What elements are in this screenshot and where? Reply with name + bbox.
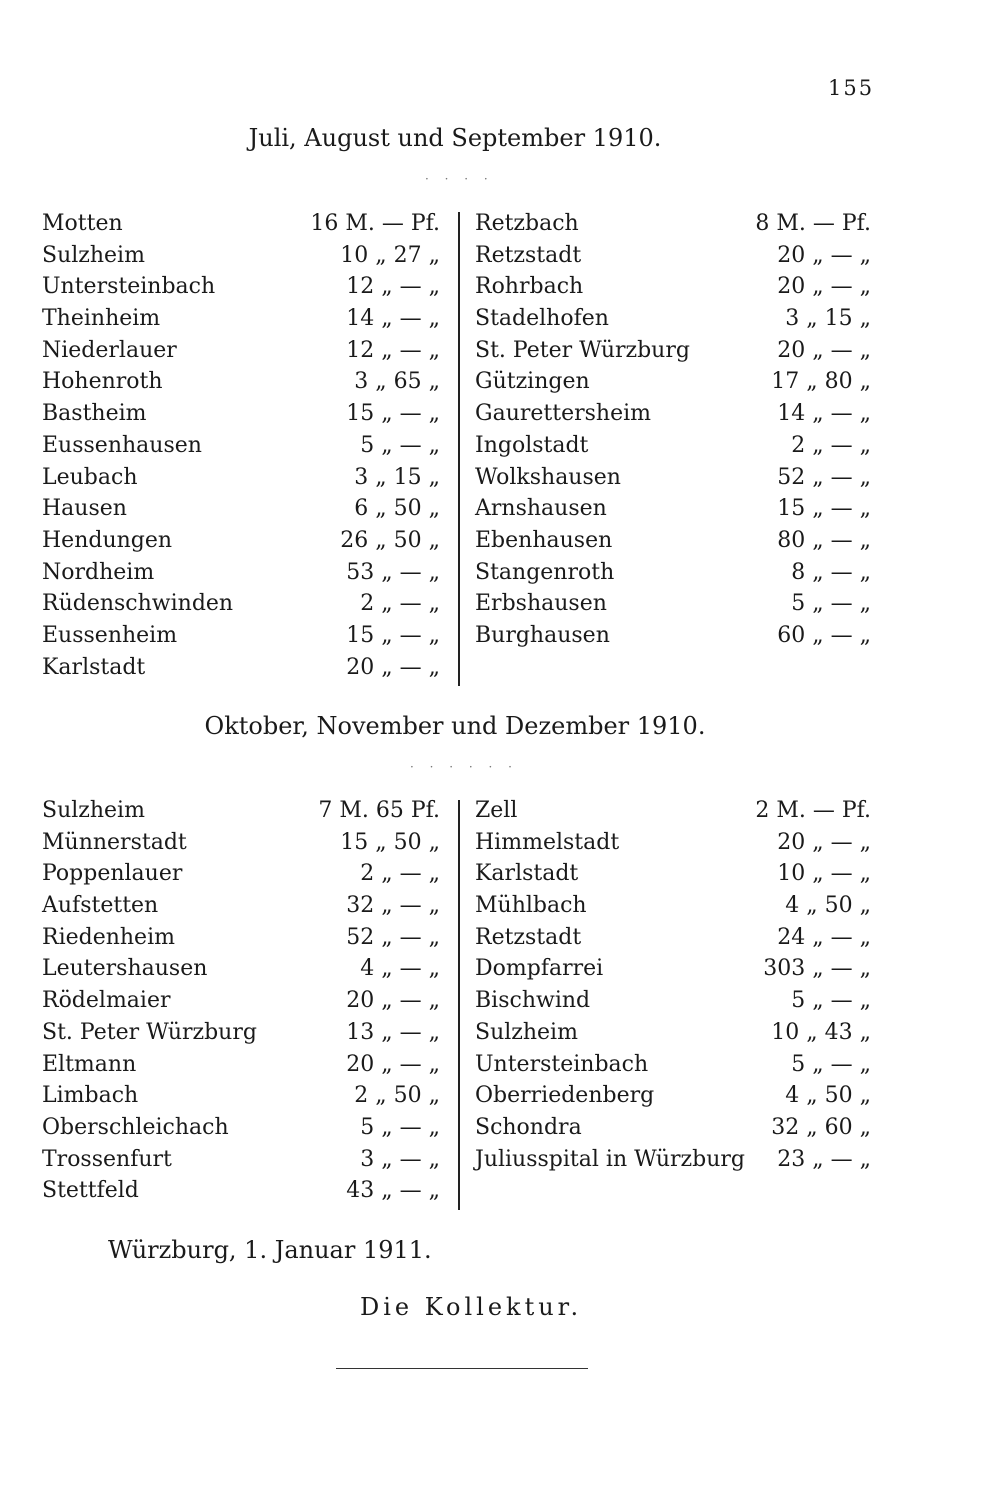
amount: 16 M. — Pf.: [310, 211, 440, 236]
list-item: [42, 208, 440, 240]
place-name: Limbach: [42, 1083, 139, 1109]
place-name: Niederlauer: [42, 337, 177, 363]
list-item: [475, 240, 871, 272]
place-name: Ebenhausen: [475, 527, 613, 553]
place-name: Theinheim: [42, 306, 161, 332]
amount: 80 „ — „: [777, 527, 871, 553]
amount: 24 „ — „: [777, 924, 871, 950]
amount: 52 „ — „: [777, 464, 871, 490]
place-name: Münnerstadt: [42, 829, 187, 855]
place-name: Arnshausen: [475, 496, 607, 522]
list-item: [42, 827, 440, 859]
place-name: Erbshausen: [475, 591, 607, 617]
place-name: Eussenheim: [42, 622, 178, 648]
amount: 2 M. — Pf.: [755, 798, 871, 823]
place-name: Oberschleichach: [42, 1114, 229, 1140]
amount: 10 „ 27 „: [340, 242, 440, 268]
amount: 7 M. 65 Pf.: [318, 798, 440, 823]
place-name: St. Peter Würzburg: [475, 337, 690, 363]
list-item: [42, 557, 440, 589]
list-item: [42, 1112, 440, 1144]
place-name: Mühlbach: [475, 893, 587, 919]
list-item: [42, 240, 440, 272]
section-title-q3: Juli, August und September 1910.: [248, 124, 662, 152]
section-title-q4: Oktober, November und Dezember 1910.: [204, 712, 706, 740]
amount: 43 „ — „: [346, 1178, 440, 1204]
amount: 15 „ — „: [346, 401, 440, 427]
amount: 15 „ — „: [346, 622, 440, 648]
amount: 8 „ — „: [791, 559, 871, 585]
place-name: Sulzheim: [475, 1019, 578, 1045]
place-name: Retzbach: [475, 211, 579, 236]
place-name: Himmelstadt: [475, 829, 620, 855]
place-name: Oberriedenberg: [475, 1083, 655, 1109]
amount: 20 „ — „: [346, 654, 440, 680]
list-item: [42, 1017, 440, 1049]
list-item: [42, 271, 440, 303]
list-item: [475, 335, 871, 367]
amount: 5 „ — „: [791, 591, 871, 617]
place-name: Rohrbach: [475, 274, 584, 300]
column-divider: [458, 212, 460, 686]
list-item: [475, 398, 871, 430]
place-name: Gaurettersheim: [475, 401, 651, 427]
list-item: [42, 1175, 440, 1207]
list-item: [475, 525, 871, 557]
amount: 10 „ 43 „: [771, 1019, 871, 1045]
list-item: [475, 366, 871, 398]
amount: 32 „ 60 „: [771, 1114, 871, 1140]
amount: 2 „ — „: [360, 861, 440, 887]
amount: 10 „ — „: [777, 861, 871, 887]
amount: 15 „ 50 „: [340, 829, 440, 855]
list-item: [475, 620, 871, 652]
amount: 4 „ 50 „: [785, 1083, 871, 1109]
amount: 20 „ — „: [777, 337, 871, 363]
list-item: [42, 795, 440, 827]
amount: 20 „ — „: [346, 988, 440, 1014]
amount: 53 „ — „: [346, 559, 440, 585]
list-item: [475, 922, 871, 954]
place-name: Burghausen: [475, 622, 610, 648]
place-name: Juliusspital in Würzburg: [475, 1146, 745, 1172]
donation-list-q3-left: [42, 208, 440, 683]
amount: 60 „ — „: [777, 622, 871, 648]
list-item: [42, 1080, 440, 1112]
list-item: [42, 430, 440, 462]
amount: 52 „ — „: [346, 924, 440, 950]
place-name: Eussenhausen: [42, 432, 202, 458]
list-item: [42, 922, 440, 954]
place-name: Riedenheim: [42, 924, 175, 950]
place-name: Bastheim: [42, 401, 147, 427]
place-name: Sulzheim: [42, 798, 145, 823]
list-item: [42, 652, 440, 684]
list-item: [42, 620, 440, 652]
place-name: Untersteinbach: [475, 1051, 649, 1077]
list-item: [475, 1144, 871, 1176]
amount: 8 M. — Pf.: [755, 211, 871, 236]
amount: 13 „ — „: [346, 1019, 440, 1045]
list-item: [42, 462, 440, 494]
place-name: Stettfeld: [42, 1178, 139, 1204]
place-name: Trossenfurt: [42, 1146, 172, 1172]
amount: 5 „ — „: [360, 1114, 440, 1140]
list-item: [42, 335, 440, 367]
amount: 20 „ — „: [777, 242, 871, 268]
list-item: [42, 985, 440, 1017]
amount: 32 „ — „: [346, 893, 440, 919]
list-item: [475, 303, 871, 335]
closing-place-date: Würzburg, 1. Januar 1911.: [108, 1236, 432, 1264]
place-name: Sulzheim: [42, 242, 145, 268]
amount: 14 „ — „: [346, 306, 440, 332]
place-name: Leutershausen: [42, 956, 208, 982]
amount: 3 „ 65 „: [354, 369, 440, 395]
place-name: Gützingen: [475, 369, 590, 395]
place-name: Wolkshausen: [475, 464, 621, 490]
place-name: Leubach: [42, 464, 138, 490]
list-item: [475, 858, 871, 890]
list-item: [475, 890, 871, 922]
amount: 14 „ — „: [777, 401, 871, 427]
list-item: [475, 1080, 871, 1112]
end-rule: [336, 1368, 588, 1369]
title-ornament: · · · ·: [425, 172, 494, 186]
list-item: [42, 890, 440, 922]
page-number: 155: [828, 76, 875, 100]
list-item: [475, 493, 871, 525]
signature: Die Kollektur.: [360, 1293, 583, 1321]
list-item: [475, 462, 871, 494]
place-name: Stadelhofen: [475, 306, 609, 332]
amount: 4 „ — „: [360, 956, 440, 982]
place-name: Dompfarrei: [475, 956, 604, 982]
amount: 5 „ — „: [791, 1051, 871, 1077]
place-name: Hohenroth: [42, 369, 163, 395]
list-item: [475, 795, 871, 827]
place-name: Rödelmaier: [42, 988, 171, 1014]
amount: 12 „ — „: [346, 274, 440, 300]
place-name: Retzstadt: [475, 242, 582, 268]
list-item: [475, 557, 871, 589]
title-ornament: · · · · · ·: [410, 760, 518, 774]
amount: 5 „ — „: [791, 988, 871, 1014]
place-name: Rüdenschwinden: [42, 591, 234, 617]
place-name: Retzstadt: [475, 924, 582, 950]
amount: 2 „ 50 „: [354, 1083, 440, 1109]
amount: 15 „ — „: [777, 496, 871, 522]
donation-list-q4-right: [475, 795, 871, 1175]
list-item: [475, 588, 871, 620]
place-name: Karlstadt: [475, 861, 579, 887]
list-item: [475, 208, 871, 240]
amount: 17 „ 80 „: [771, 369, 871, 395]
place-name: Hausen: [42, 496, 127, 522]
list-item: [42, 953, 440, 985]
place-name: Karlstadt: [42, 654, 146, 680]
amount: 3 „ 15 „: [354, 464, 440, 490]
amount: 2 „ — „: [360, 591, 440, 617]
amount: 6 „ 50 „: [354, 496, 440, 522]
place-name: Poppenlauer: [42, 861, 183, 887]
list-item: [42, 588, 440, 620]
amount: 23 „ — „: [777, 1146, 871, 1172]
place-name: Aufstetten: [42, 893, 159, 919]
place-name: Ingolstadt: [475, 432, 589, 458]
place-name: Untersteinbach: [42, 274, 216, 300]
amount: 5 „ — „: [360, 432, 440, 458]
amount: 2 „ — „: [791, 432, 871, 458]
place-name: Nordheim: [42, 559, 155, 585]
list-item: [475, 271, 871, 303]
amount: 26 „ 50 „: [340, 527, 440, 553]
place-name: Zell: [475, 798, 518, 823]
place-name: Motten: [42, 211, 123, 236]
list-item: [475, 1017, 871, 1049]
place-name: Eltmann: [42, 1051, 137, 1077]
place-name: Hendungen: [42, 527, 173, 553]
list-item: [42, 493, 440, 525]
place-name: Schondra: [475, 1114, 582, 1140]
place-name: St. Peter Würzburg: [42, 1019, 257, 1045]
list-item: [42, 1049, 440, 1081]
list-item: [42, 366, 440, 398]
donation-list-q4-left: [42, 795, 440, 1207]
list-item: [475, 953, 871, 985]
list-item: [475, 985, 871, 1017]
amount: 20 „ — „: [777, 274, 871, 300]
list-item: [475, 827, 871, 859]
list-item: [42, 398, 440, 430]
amount: 3 „ — „: [360, 1146, 440, 1172]
list-item: [475, 1049, 871, 1081]
place-name: Stangenroth: [475, 559, 615, 585]
list-item: [42, 303, 440, 335]
amount: 3 „ 15 „: [785, 306, 871, 332]
amount: 303 „ — „: [763, 956, 871, 982]
list-item: [475, 430, 871, 462]
amount: 20 „ — „: [346, 1051, 440, 1077]
place-name: Bischwind: [475, 988, 591, 1014]
list-item: [475, 1112, 871, 1144]
amount: 4 „ 50 „: [785, 893, 871, 919]
amount: 12 „ — „: [346, 337, 440, 363]
amount: 20 „ — „: [777, 829, 871, 855]
column-divider: [458, 800, 460, 1210]
list-item: [42, 1144, 440, 1176]
donation-list-q3-right: [475, 208, 871, 652]
list-item: [42, 858, 440, 890]
list-item: [42, 525, 440, 557]
